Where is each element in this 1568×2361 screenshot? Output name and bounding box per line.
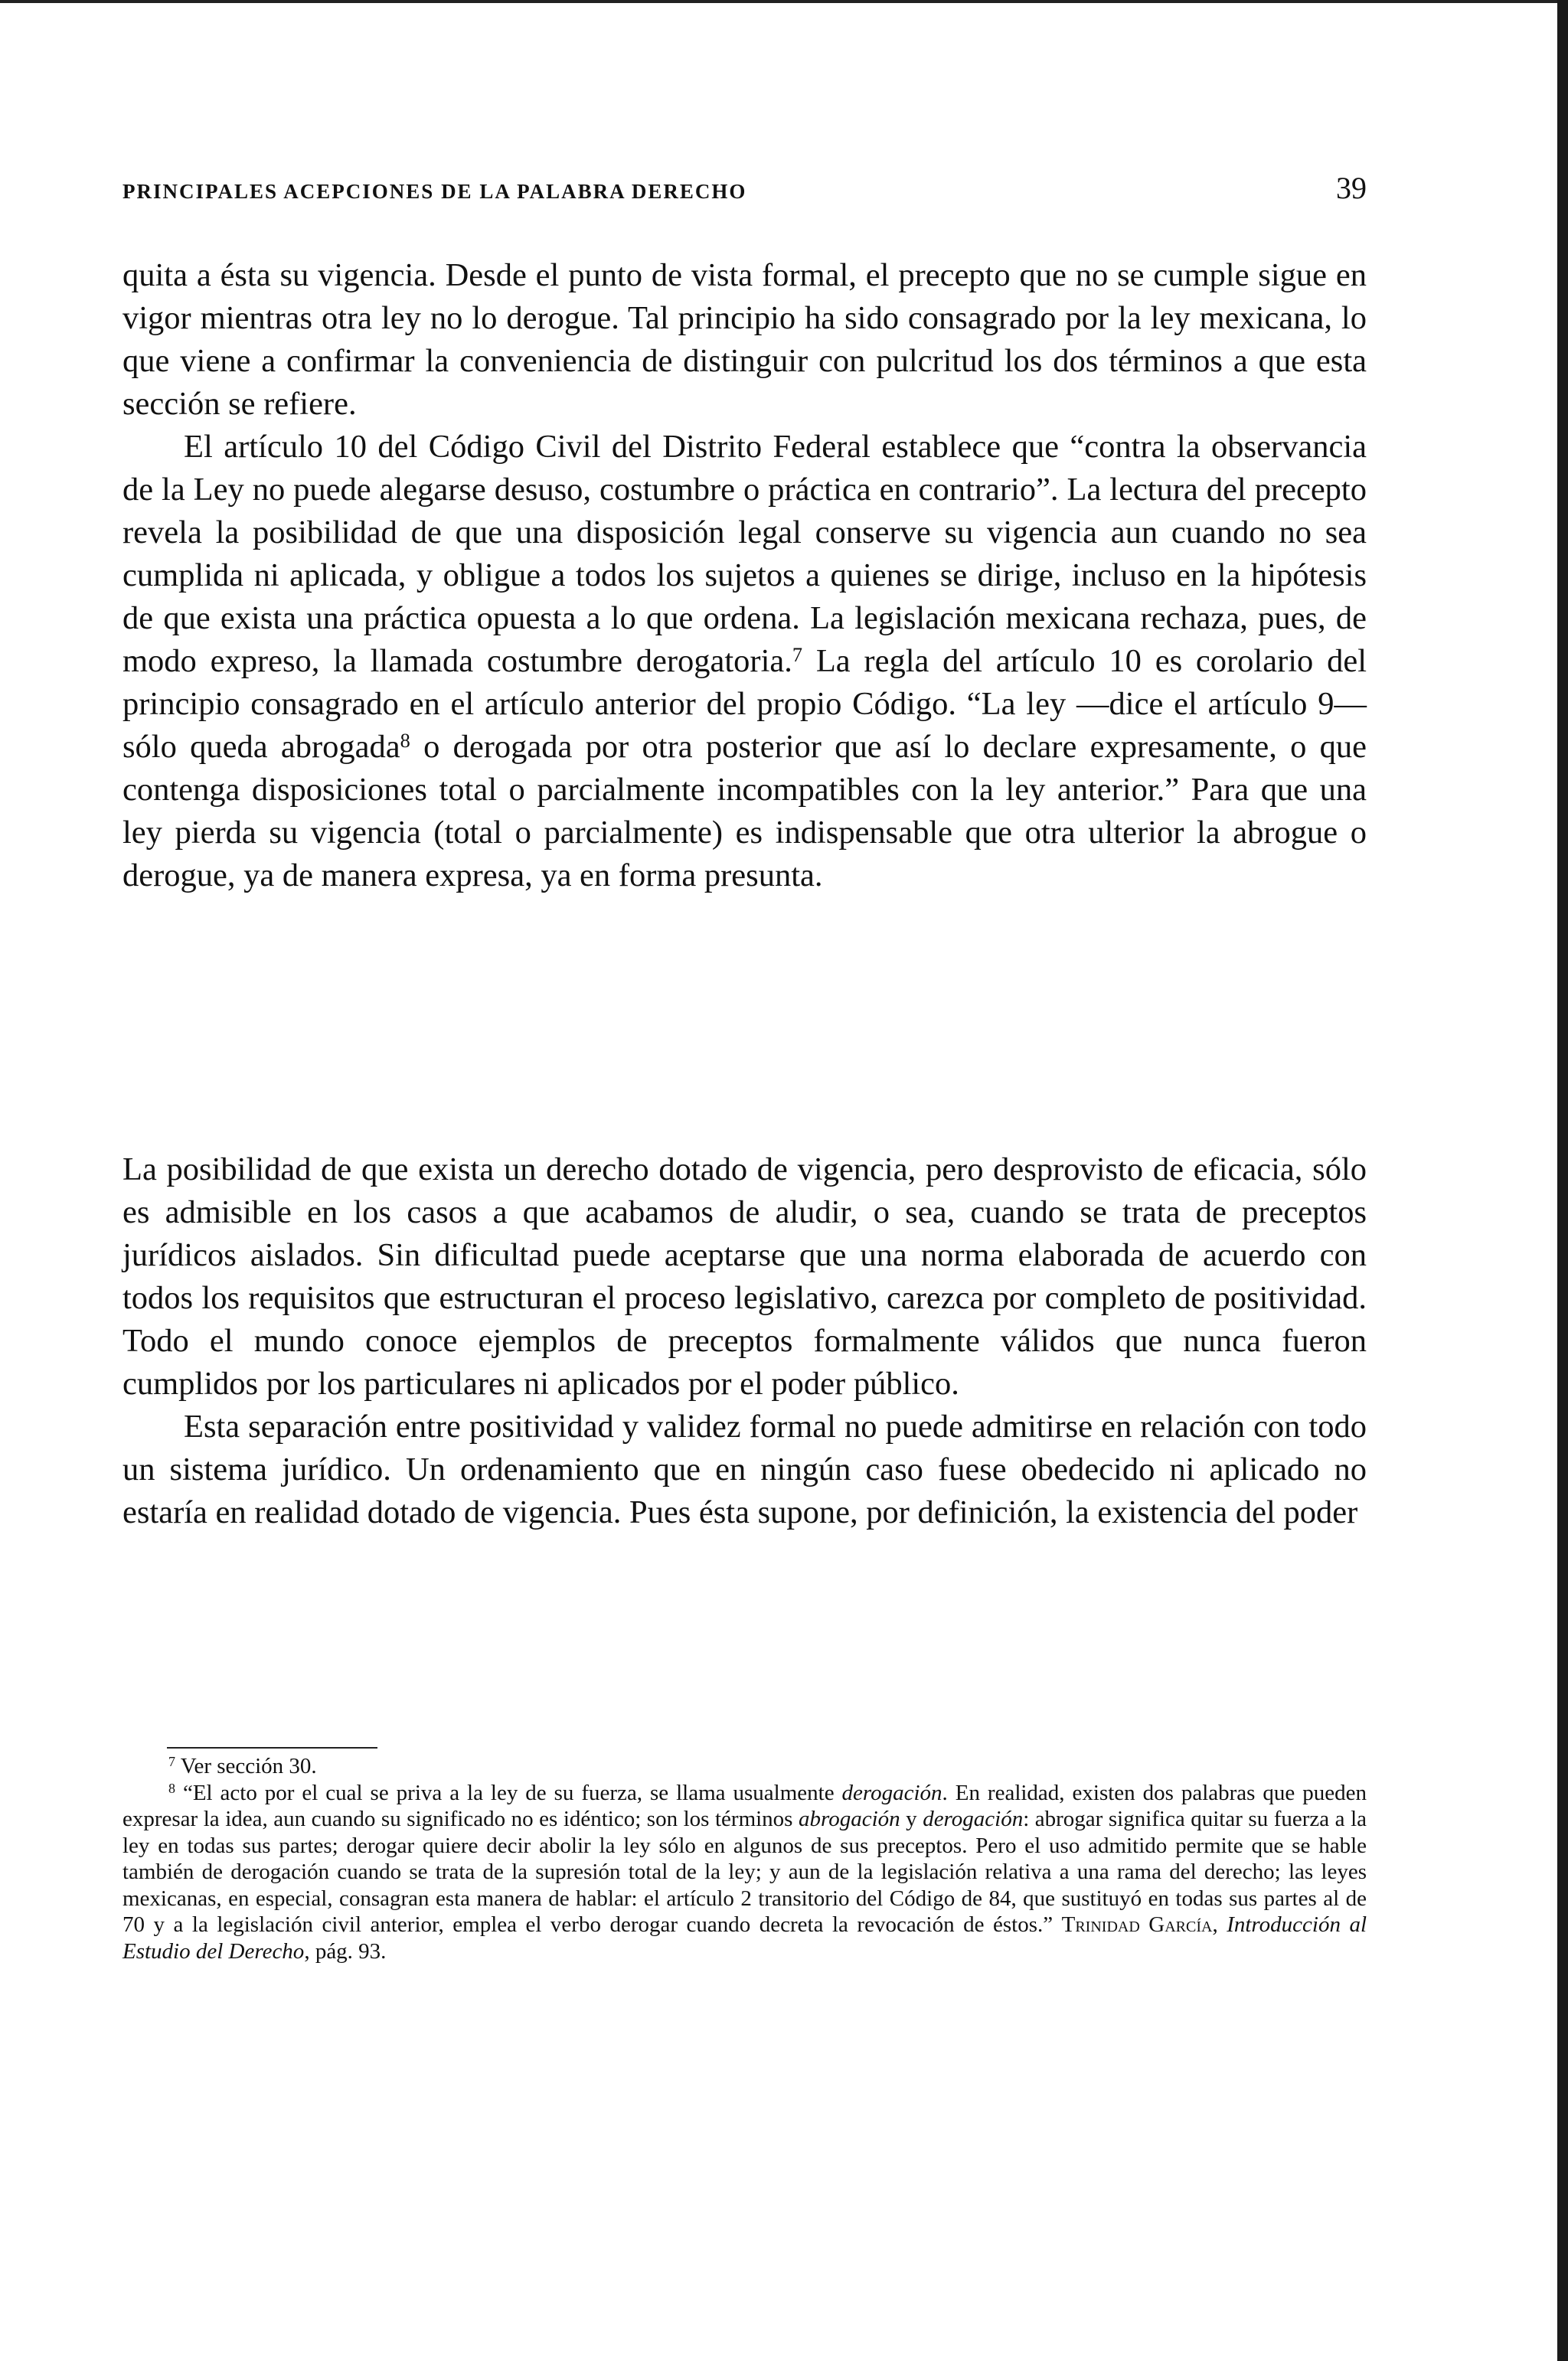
footnote-8-author: Trinidad García xyxy=(1061,1912,1213,1937)
footnote-8-term-derogacion-2: derogación xyxy=(923,1807,1024,1831)
paragraph-2-part-b: La regla del artículo 10 es corolario del principio consagrado en el artículo anterior del propio Código. “La ley —dice el artículo 9— sólo queda abrogada xyxy=(122,643,1367,765)
scan-edge-right xyxy=(1557,0,1568,2361)
footnote-7-mark: 7 xyxy=(168,1754,175,1770)
footnote-8-mark: 8 xyxy=(168,1780,175,1796)
footnote-8-page-ref: , pág. 93. xyxy=(304,1938,387,1964)
footnote-8 xyxy=(122,1780,1367,1965)
footnote-7 xyxy=(122,1753,1367,1780)
footnote-ref-8: 8 xyxy=(400,729,410,752)
main-text-upper xyxy=(122,254,1367,897)
footnote-8-text-c: . En realidad, existen dos palabras que pueden expresar la idea, aun cuando su significado no es idéntico; son los términos xyxy=(122,1780,1367,1831)
footnotes xyxy=(122,1753,1367,1964)
page-number: 39 xyxy=(1336,171,1367,205)
footnote-8-text-g: : abrogar significa quitar su fuerza a la ley en todas sus partes; derogar quiere decir abolir la ley sólo en algunos de sus preceptos. Pero el uso admitido permite que se hable también de derogación cuando se trata de la supresión total de la ley; y aun de la legislación relativa a una rama del derecho; las leyes mexicanas, en especial, consagran esta manera de hablar: el artículo 2 transitorio del Código de 84, que sustituyó en todas sus partes al de 70 y a la legislación civil anterior, emplea el verbo derogar cuando decreta la revocación de éstos.” xyxy=(122,1807,1367,1937)
footnote-8-text-a: “El acto por el cual se priva a la ley de su fuerza, se llama usualmente xyxy=(182,1780,842,1805)
paragraph-4: Esta separación entre positividad y validez formal no puede admitirse en relación con todo un sistema jurídico. Un ordenamiento que en ningún caso fuese obedecido ni aplicado no estaría en realidad dotado de vigencia. Pues ésta supone, por definición, la existencia del poder xyxy=(122,1409,1367,1530)
footnote-8-sep: , xyxy=(1212,1912,1227,1937)
running-head xyxy=(122,170,1367,206)
footnote-8-term-abrogacion: abrogación xyxy=(799,1807,900,1831)
paragraph-1: quita a ésta su vigencia. Desde el punto de vista formal, el precepto que no se cumple sigue en vigor mientras otra ley no lo derogue. Tal principio ha sido consagrado por la ley mexicana, lo que viene a confirmar la conveniencia de distinguir con pulcritud los dos términos a que esta sección se refiere. xyxy=(122,257,1367,422)
footnote-rule xyxy=(167,1747,377,1749)
footnote-8-term-derogacion: derogación xyxy=(841,1780,942,1805)
running-title: PRINCIPALES ACEPCIONES DE LA PALABRA DERECHO xyxy=(122,180,747,203)
paragraph-2-part-a: El artículo 10 del Código Civil del Distrito Federal establece que “contra la observancia de la Ley no puede alegarse desuso, costumbre o práctica en contrario”. La lectura del precepto revela la posibilidad de que una disposición legal conserve su vigencia aun cuando no sea cumplida ni aplicada, y obligue a todos los sujetos a quienes se dirige, incluso en la hipótesis de que exista una práctica opuesta a lo que ordena. La legislación mexicana rechaza, pues, de modo expreso, la llamada costumbre derogatoria. xyxy=(122,429,1367,679)
footnote-8-text-e: y xyxy=(900,1807,923,1831)
footnote-8-work-title: Introducción al Estudio del Derecho xyxy=(122,1912,1367,1964)
paragraph-3: La posibilidad de que exista un derecho dotado de vigencia, pero desprovisto de eficacia, sólo es admisible en los casos a que acabamos de aludir, o sea, cuando se trata de preceptos jurídicos aislados. Sin dificultad puede aceptarse que una norma elaborada de acuerdo con todos los requisitos que estructuran el proceso legislativo, carezca por completo de positividad. Todo el mundo conoce ejemplos de preceptos formalmente válidos que nunca fueron cumplidos por los particulares ni aplicados por el poder público. xyxy=(122,1151,1367,1402)
scan-edge-top xyxy=(0,0,1568,3)
footnote-ref-7: 7 xyxy=(792,643,803,666)
paragraph-2-part-c: o derogada por otra posterior que así lo declare expresamente, o que contenga disposiciones total o parcialmente incompatibles con la ley anterior.” Para que una ley pierda su vigencia (total o parcialmente) es indispensable que otra ulterior la abrogue o derogue, ya de manera expresa, ya en forma presunta. xyxy=(122,729,1367,893)
footnote-7-text: Ver sección 30. xyxy=(180,1754,317,1778)
paragraph-2 xyxy=(122,426,1367,897)
main-text-lower xyxy=(122,1148,1367,1534)
